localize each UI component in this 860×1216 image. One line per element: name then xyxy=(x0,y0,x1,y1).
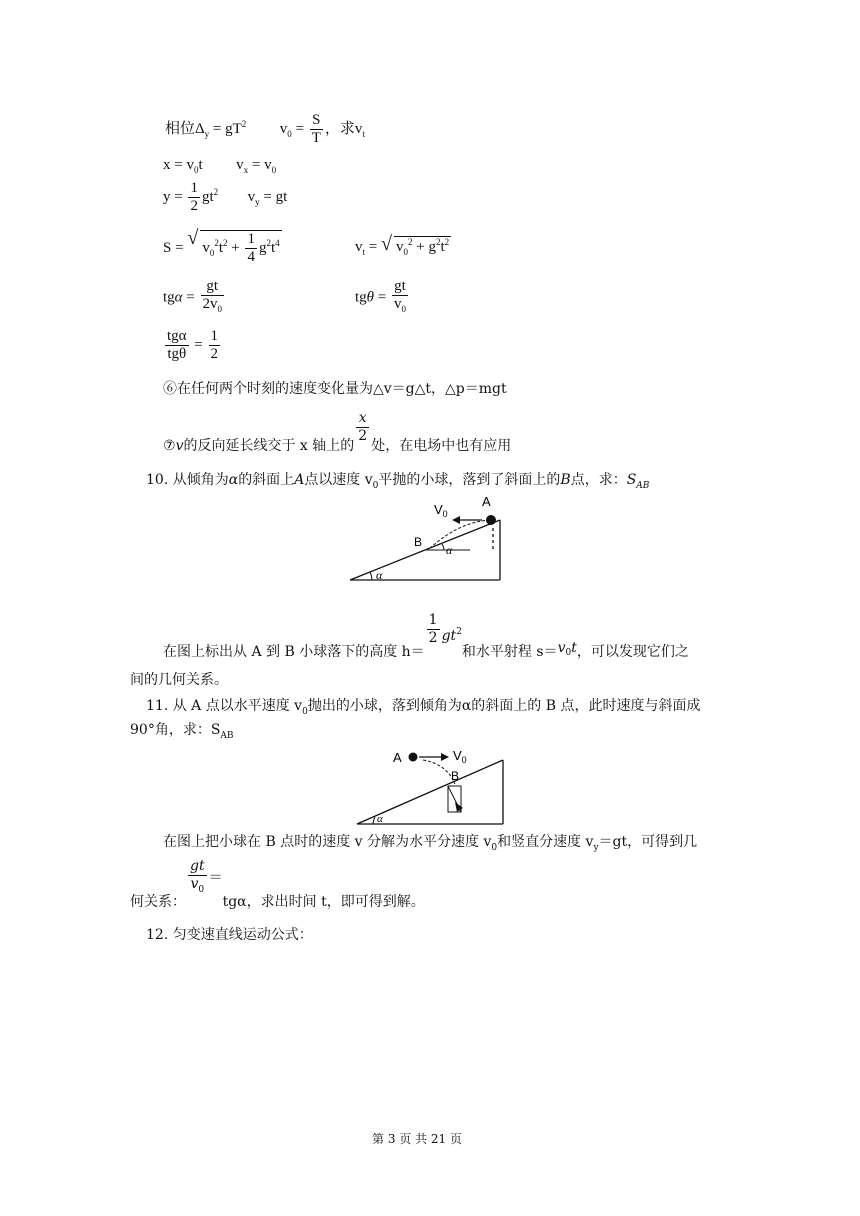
sub: y xyxy=(255,196,260,207)
page-footer: 第 3 页 共 21 页 xyxy=(372,1132,462,1146)
g: g xyxy=(258,239,267,256)
question-12: 12. 匀变速直线运动公式： xyxy=(146,927,313,943)
q10-text-a: 10. 从倾角为 xyxy=(146,472,229,488)
sqrt-sign: √ xyxy=(187,227,199,249)
sup: 2 xyxy=(241,118,247,129)
label-alpha: α xyxy=(376,568,383,582)
figure-incline-1 xyxy=(348,492,508,582)
numerator: S xyxy=(310,112,323,130)
numerator: gt xyxy=(392,278,408,296)
numerator: tgα xyxy=(167,328,187,344)
equals: = xyxy=(374,289,391,306)
numerator: 1 xyxy=(190,180,198,196)
plus: + xyxy=(227,239,244,256)
sub: AB xyxy=(220,730,234,741)
q10-text-b: 的斜面上 xyxy=(238,472,295,488)
x-eq: x = v xyxy=(163,157,194,173)
angle-arc xyxy=(442,544,444,550)
fraction-x-over-2 xyxy=(356,410,369,445)
S-symbol: S xyxy=(626,472,637,488)
numerator: gt xyxy=(201,278,225,296)
alpha: α xyxy=(174,289,183,306)
t: t xyxy=(571,639,577,656)
alpha: α xyxy=(228,472,239,488)
gT-term: = gT xyxy=(209,120,242,137)
sub: 0 xyxy=(198,884,205,895)
denominator: 4 xyxy=(247,249,255,265)
formula-line-3 xyxy=(163,180,287,215)
tg: tg xyxy=(163,289,175,306)
arrowhead-icon xyxy=(452,516,460,524)
denominator xyxy=(201,296,225,318)
q10-text-c: 点以速度 v xyxy=(304,472,373,488)
label-alpha: α xyxy=(377,813,383,825)
p10-text-c: ，可以发现它们之 xyxy=(576,643,689,660)
q10-text-e: 点，求： xyxy=(570,472,627,488)
denominator: 2 xyxy=(358,428,368,444)
fraction-tg-ratio xyxy=(165,328,189,363)
q11-text-a: 11. 从 A 点以水平速度 v xyxy=(146,698,303,714)
find-vt: ，求v xyxy=(324,120,363,137)
figure-incline-2 xyxy=(355,742,515,827)
p11-text-b: 和竖直分速度 v xyxy=(497,834,594,850)
item7-marker: ⑦ xyxy=(163,438,176,454)
numerator: gt xyxy=(190,858,205,874)
v-italic: v xyxy=(175,438,184,454)
q11-text-c: 90°角，求：S xyxy=(130,722,221,738)
sub: 0 xyxy=(461,755,467,765)
S-eq: S = xyxy=(163,239,188,256)
denominator: 2 xyxy=(428,630,438,646)
den-text: 2v xyxy=(202,296,218,312)
denominator: 2 xyxy=(210,346,218,362)
sub: t xyxy=(362,247,366,257)
item7-text-a: 的反向延长线交于 x 轴上的 xyxy=(183,438,355,454)
formula-line-6 xyxy=(163,328,222,363)
vy: v xyxy=(247,188,256,205)
q10-explanation-cont: 间的几何关系。 xyxy=(130,672,228,688)
angle-arc xyxy=(373,817,375,824)
sup: 2 xyxy=(214,237,219,248)
fraction-gt-over-v0 xyxy=(188,858,207,899)
label-v0 xyxy=(453,748,467,765)
radicand xyxy=(394,236,451,257)
ball-icon xyxy=(409,753,418,762)
y-eq: y = xyxy=(163,188,187,205)
den-text: v xyxy=(394,296,402,312)
sqrt-S xyxy=(187,227,281,266)
vt: v xyxy=(355,239,363,255)
gt: gt xyxy=(441,627,457,644)
eq-v0: = v xyxy=(248,157,272,173)
q11-text-b: 抛出的小球，落到倾角为α的斜面上的 B 点，此时速度与斜面成 xyxy=(307,698,701,714)
fraction-gt-over-2v0 xyxy=(201,278,225,318)
p10-text-b: 和水平射程 s＝ xyxy=(461,643,558,660)
sup: 2 xyxy=(222,237,228,248)
label-B: B xyxy=(414,535,423,549)
p11-text-d: 何关系： xyxy=(130,894,186,910)
fraction-S-over-T xyxy=(310,112,323,147)
sub: 0 xyxy=(403,247,408,257)
sub: 0 xyxy=(491,842,498,853)
angle-arc xyxy=(370,572,372,580)
numerator: 1 xyxy=(428,612,438,628)
item-7 xyxy=(163,410,512,454)
sup: 2 xyxy=(435,237,441,247)
point-A: A xyxy=(294,472,305,488)
gt: gt xyxy=(201,188,214,205)
sup: 2 xyxy=(266,237,271,248)
numerator: x xyxy=(356,410,369,428)
formula-line-5a xyxy=(163,278,226,318)
p11-text-e: tgα，求出时间 t，即可得到解。 xyxy=(222,894,425,910)
question-11 xyxy=(146,696,700,722)
fraction-gt-over-v0 xyxy=(392,278,408,318)
item7-text-b: 处，在电场中也有应用 xyxy=(371,438,512,454)
v-letter: V xyxy=(453,748,462,763)
sup: 4 xyxy=(275,237,280,248)
radicand xyxy=(200,230,281,266)
sub: 0 xyxy=(217,304,223,314)
numerator: 1 xyxy=(210,328,218,344)
denominator: 2 xyxy=(190,198,198,214)
sub: 0 xyxy=(209,247,215,258)
sub: 0 xyxy=(565,648,572,659)
sup: 2 xyxy=(444,237,450,247)
sub: t xyxy=(362,128,365,139)
equals: ＝ xyxy=(208,870,223,886)
sub: 0 xyxy=(372,480,379,491)
plus-g: + g xyxy=(412,239,436,255)
label-A: A xyxy=(482,494,491,509)
t: t xyxy=(198,157,203,173)
label-A: A xyxy=(393,750,402,765)
p11-text-c: ＝gt，可得到几 xyxy=(598,834,698,850)
incline-line xyxy=(350,520,500,580)
fraction-quarter xyxy=(245,231,257,266)
sqrt-sign: √ xyxy=(380,233,392,255)
equals: = xyxy=(365,239,381,255)
p11-text-a: 在图上把小球在 B 点时的速度 v 分解为水平分速度 v xyxy=(163,834,492,850)
theta: θ xyxy=(366,289,375,306)
sub: 0 xyxy=(442,509,448,519)
den-text: v xyxy=(190,876,199,892)
item-6: ⑥在任何两个时刻的速度变化量为△v＝g△t，△p＝mgt xyxy=(163,381,507,397)
ball-icon xyxy=(486,515,496,525)
sub: y xyxy=(593,842,599,853)
formula-line-1 xyxy=(165,112,365,147)
fraction-half xyxy=(427,612,440,647)
equals: = xyxy=(190,336,207,353)
sub: 0 xyxy=(193,165,199,175)
label-B: B xyxy=(451,769,460,783)
denominator xyxy=(188,876,207,899)
label-alpha: α xyxy=(446,543,453,557)
label-v0 xyxy=(434,502,448,519)
fraction-half xyxy=(188,180,200,215)
denominator: T xyxy=(311,130,321,146)
q11-explanation-cont xyxy=(130,858,425,910)
sqrt-vt xyxy=(380,233,451,257)
sub: 0 xyxy=(302,706,308,717)
sub: 0 xyxy=(401,304,407,314)
formula-line-2 xyxy=(163,157,276,175)
question-11-cont xyxy=(130,720,234,746)
sup: 2 xyxy=(456,627,462,637)
point-B: B xyxy=(560,472,571,488)
equals: = xyxy=(291,120,308,137)
tg: tg xyxy=(355,289,367,306)
denominator: tgθ xyxy=(167,346,187,362)
sub: y xyxy=(204,128,210,139)
vx: v xyxy=(236,157,244,173)
equals: = xyxy=(182,289,199,306)
q11-explanation xyxy=(163,832,697,858)
t: t xyxy=(218,239,223,256)
formula-line-4b xyxy=(355,233,451,257)
sub: x xyxy=(243,165,249,175)
sup: 2 xyxy=(407,237,413,247)
numerator: 1 xyxy=(247,231,255,247)
v: v xyxy=(395,239,404,255)
p10-text-a: 在图上标出从 A 到 B 小球落下的高度 h＝ xyxy=(163,643,425,660)
arrowhead-icon xyxy=(441,753,449,761)
q10-explanation xyxy=(163,612,689,660)
q10-text-d: 平抛的小球，落到了斜面上的 xyxy=(378,472,561,488)
formula-line-5b xyxy=(355,278,410,318)
v0-symbol: v xyxy=(279,120,288,137)
sub: 0 xyxy=(271,165,277,175)
fraction-half xyxy=(209,328,221,363)
v: v xyxy=(557,639,566,656)
eq-gt: = gt xyxy=(259,188,288,205)
sub: 0 xyxy=(287,128,292,139)
v: v xyxy=(202,239,210,256)
sub: AB xyxy=(636,480,650,491)
t: t xyxy=(440,239,445,255)
v-letter: V xyxy=(434,502,443,517)
arrowhead-icon xyxy=(455,802,463,812)
t: t xyxy=(270,239,276,256)
formula-line-4 xyxy=(163,227,282,266)
sup: 2 xyxy=(213,186,219,197)
denominator xyxy=(392,296,408,318)
phase-label: 相位Δ xyxy=(165,120,205,137)
